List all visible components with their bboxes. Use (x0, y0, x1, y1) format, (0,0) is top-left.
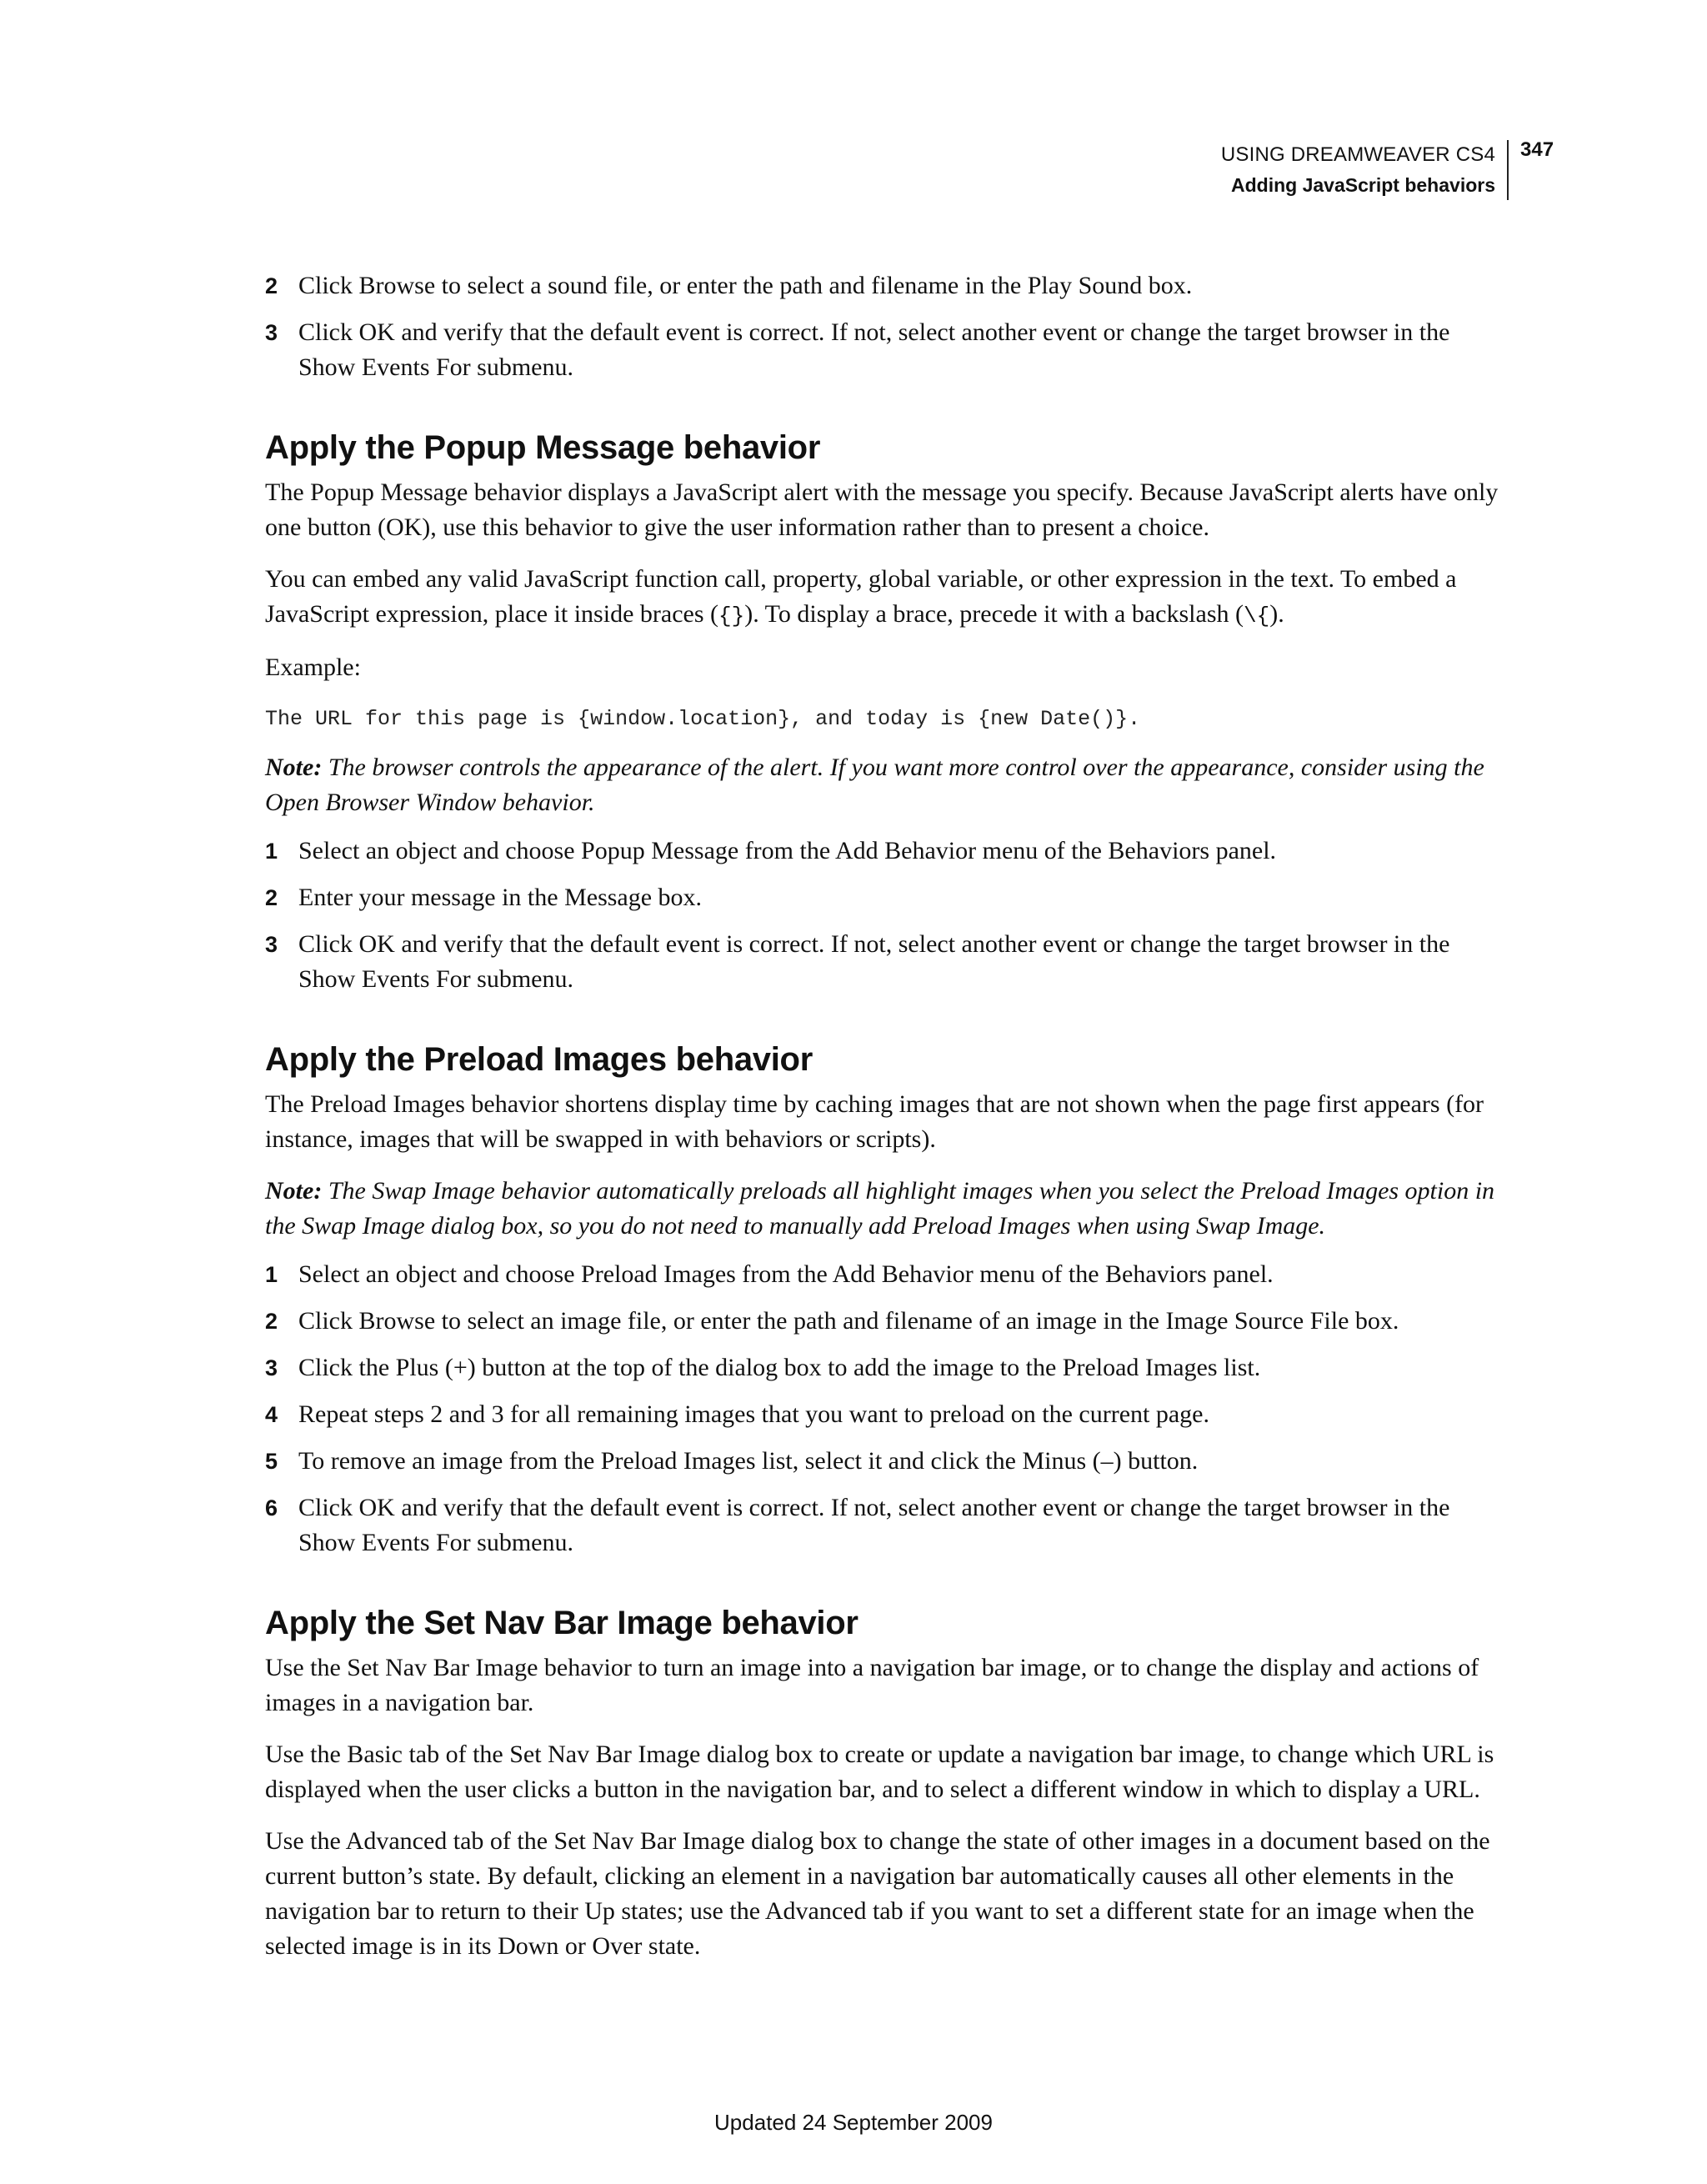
step-number: 3 (265, 1355, 278, 1380)
list-item (265, 1397, 1503, 1432)
step-text: Click OK and verify that the default event is correct. If not, select another event or change the target browser in the Show Events For submenu. (298, 930, 1450, 993)
text-segment: You can embed any valid JavaScript function call, property, global variable, or other expression in the text. To embed a JavaScript expression, place it inside braces ( (265, 565, 1457, 628)
note-label: Note: (265, 754, 323, 781)
step-text: Click Browse to select an image file, or enter the path and filename of an image in the Image Source File box. (298, 1307, 1399, 1335)
list-item (265, 927, 1503, 997)
paragraph: The Popup Message behavior displays a JavaScript alert with the message you specify. Because JavaScript alerts have only one button (OK), use this behavior to give the user information rather than to present a choice. (265, 478, 1499, 541)
list-item (265, 1304, 1503, 1339)
example-label: Example: (265, 654, 361, 681)
step-number: 2 (265, 1309, 278, 1334)
text-segment: ). (1269, 600, 1284, 628)
step-text: Click OK and verify that the default event is correct. If not, select another event or change the target browser in the Show Events For submenu. (298, 318, 1450, 381)
section-title: Adding JavaScript behaviors (1231, 174, 1495, 196)
step-number: 3 (265, 932, 278, 957)
step-text: Enter your message in the Message box. (298, 884, 703, 911)
list-item (265, 268, 1503, 303)
heading-preload-images: Apply the Preload Images behavior (265, 1041, 813, 1078)
step-text: Click the Plus (+) button at the top of the dialog box to add the image to the Preload Images list. (298, 1354, 1261, 1381)
list-item (265, 1350, 1503, 1385)
note-text: The browser controls the appearance of the alert. If you want more control over the appearance, consider using the Open Browser Window behavior. (265, 754, 1484, 816)
list-item (265, 315, 1503, 385)
list-item (265, 1444, 1503, 1479)
text-segment: ). To display a brace, precede it with a backslash ( (744, 600, 1244, 628)
inline-code: \{ (1244, 604, 1270, 629)
page-content (265, 268, 1503, 1981)
list-item (265, 834, 1503, 869)
inline-code: {} (718, 604, 745, 629)
step-number: 1 (265, 1262, 278, 1287)
step-number: 1 (265, 839, 278, 864)
document-title: USING DREAMWEAVER CS4 (1220, 143, 1495, 166)
paragraph: The Preload Images behavior shortens display time by caching images that are not shown when the page first appears (for instance, images that will be swapped in with behaviors or scripts). (265, 1090, 1484, 1153)
note-label: Note: (265, 1177, 323, 1205)
note (265, 750, 1503, 820)
step-number: 5 (265, 1449, 278, 1474)
step-text: To remove an image from the Preload Images list, select it and click the Minus (–) button. (298, 1447, 1199, 1475)
list-item (265, 1490, 1503, 1560)
step-number: 4 (265, 1402, 278, 1427)
footer-updated: Updated 24 September 2009 (714, 2110, 993, 2135)
step-number: 6 (265, 1495, 278, 1520)
step-number: 3 (265, 320, 278, 345)
step-text: Click Browse to select a sound file, or enter the path and filename in the Play Sound box. (298, 272, 1193, 299)
note-text: The Swap Image behavior automatically preloads all highlight images when you select the Preload Images option in the Swap Image dialog box, so you do not need to manually add Preload Images when using Swap Image. (265, 1177, 1495, 1240)
running-header (1221, 140, 1509, 200)
step-text: Select an object and choose Popup Message from the Add Behavior menu of the Behaviors panel. (298, 837, 1277, 864)
note (265, 1174, 1503, 1244)
step-number: 2 (265, 885, 278, 910)
step-text: Select an object and choose Preload Images from the Add Behavior menu of the Behaviors panel. (298, 1260, 1274, 1288)
heading-set-nav-bar-image: Apply the Set Nav Bar Image behavior (265, 1605, 859, 1641)
heading-popup-message: Apply the Popup Message behavior (265, 429, 821, 466)
paragraph: Use the Set Nav Bar Image behavior to turn an image into a navigation bar image, or to change the display and actions of images in a navigation bar. (265, 1654, 1479, 1716)
paragraph: Use the Advanced tab of the Set Nav Bar Image dialog box to change the state of other images in a document based on the current button’s state. By default, clicking an element in a navigation bar automatically causes all other elements in the navigation bar to return to their Up states; use the Advanced tab if you want to set a different state for an image when the selected image is in its Down or Over state. (265, 1827, 1490, 1960)
step-number: 2 (265, 273, 278, 298)
paragraph: Use the Basic tab of the Set Nav Bar Image dialog box to create or update a navigation bar image, to change which URL is displayed when the user clicks a button in the navigation bar, and to select a different window in which to display a URL. (265, 1741, 1494, 1803)
list-item (265, 1257, 1503, 1292)
step-text: Click OK and verify that the default event is correct. If not, select another event or change the target browser in the Show Events For submenu. (298, 1494, 1450, 1556)
step-text: Repeat steps 2 and 3 for all remaining images that you want to preload on the current page. (298, 1400, 1209, 1428)
paragraph (265, 562, 1503, 634)
code-example: The URL for this page is {window.location}, and today is {new Date()}. (265, 707, 1141, 731)
page-number: 347 (1520, 138, 1554, 161)
list-item (265, 880, 1503, 915)
